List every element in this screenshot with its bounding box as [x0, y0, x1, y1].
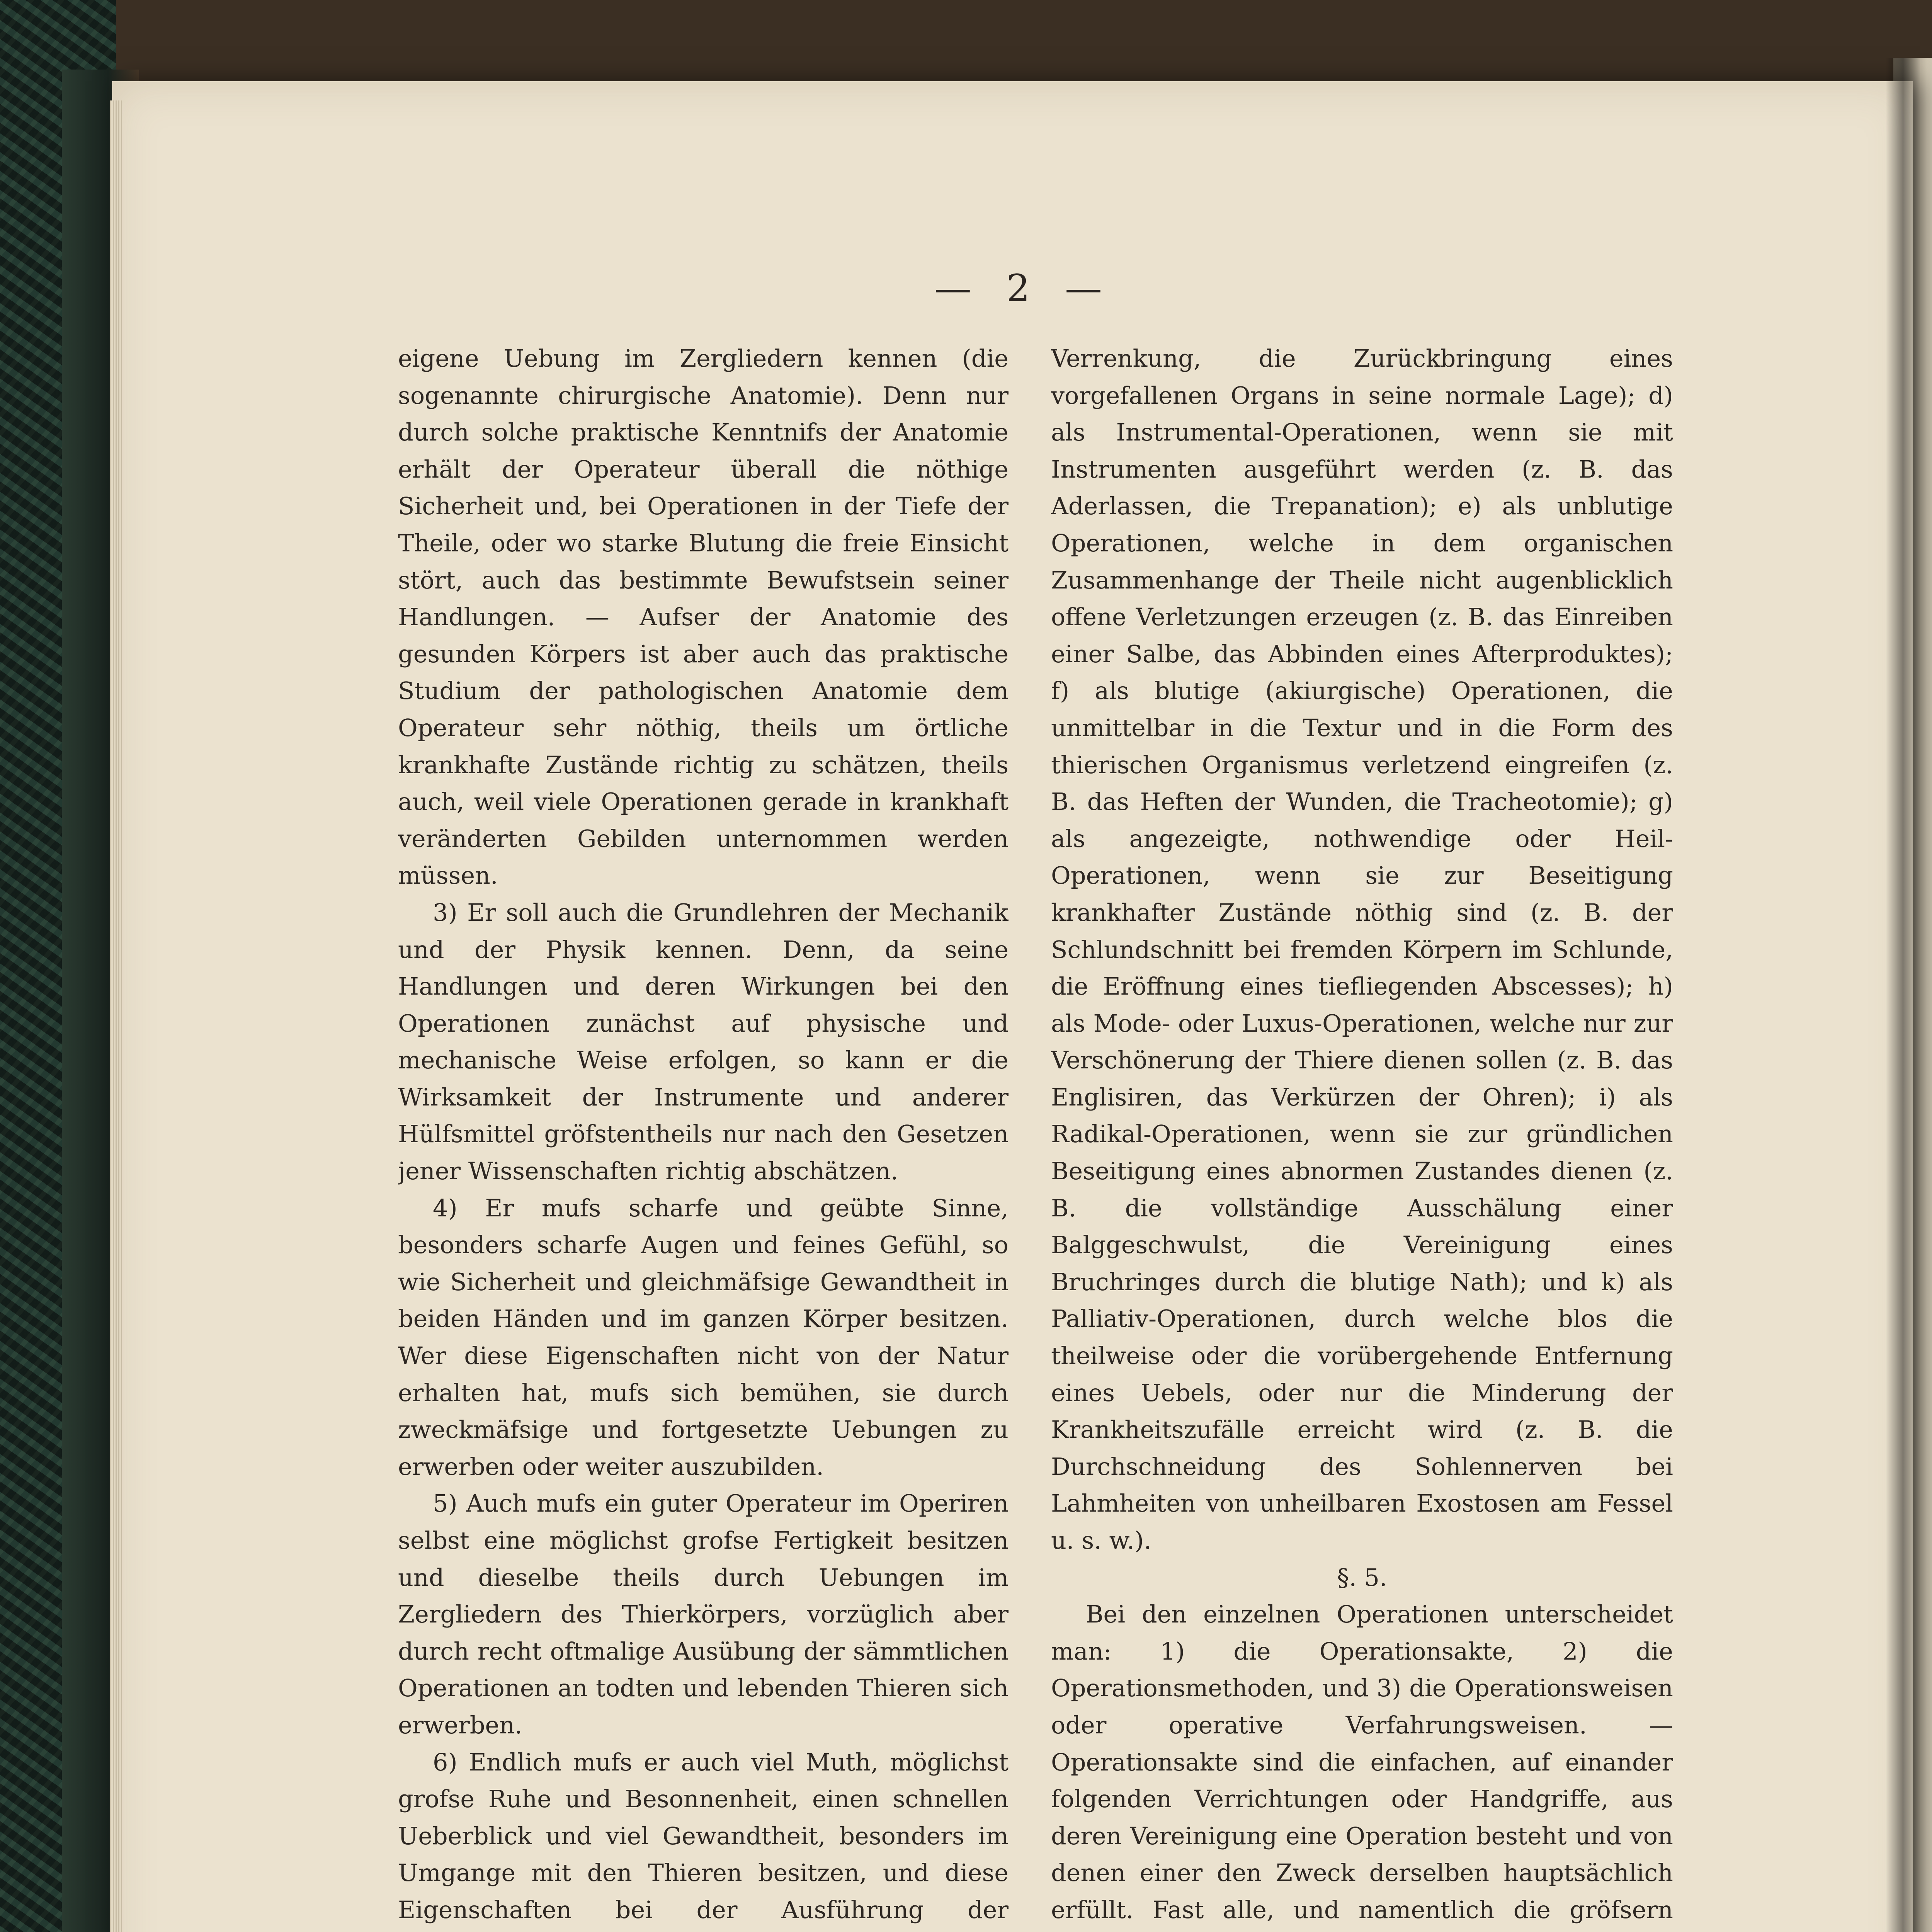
paragraph: 3) Er soll auch die Grundlehren der Mechanik und der Physik kennen. Denn, da seine Handlungen und deren Wirkungen bei den Operationen zunächst auf physische und mechanische Weise erfolgen, so kann er die Wirksamkeit der Instrumente und anderer Hülfsmittel gröfstentheils nur nach den Gesetzen jener Wissenschaften richtig abschätzen. [398, 898, 1009, 1185]
paragraph: 4) Er mufs scharfe und geübte Sinne, besonders scharfe Augen und feines Gefühl, so wie Sicherheit und gleichmäfsige Gewandtheit in beiden Händen und im ganzen Körper besitzen. Wer diese Eigenschaften nicht von der Natur erhalten hat, mufs sich bemühen, sie durch zweckmäfsige und fortgesetzte Uebungen zu erwerben oder weiter auszubilden. [398, 1194, 1009, 1481]
paragraph: 5) Auch mufs ein guter Operateur im Operiren selbst eine möglichst grofse Fertigkeit besitzen und dieselbe theils durch Uebungen im Zergliedern des Thierkörpers, vorzüglich aber durch recht oftmalige Ausübung der sämmtlichen Operationen an todten und lebenden Thieren sich erwerben. [398, 1489, 1009, 1739]
paragraph: Bei den einzelnen Operationen unterscheidet man: 1) die Operationsakte, 2) die Operationsmethoden, und 3) die Operationsweisen oder operative Verfahrungsweisen. — Operationsakte sind die einfachen, auf einander folgenden Verrichtungen oder Handgriffe, aus deren Vereinigung eine Operation besteht und von denen einer den Zweck derselben hauptsächlich erfüllt. Fast alle, und namentlich die gröfsern [1051, 1600, 1673, 1924]
paragraph: eigene Uebung im Zergliedern kennen (die sogenannte chirurgische Anatomie). Denn nur durch solche praktische Kenntnifs der Anatomie erhält der Operateur überall die nöthige Sicherheit und, bei Operationen in der Tiefe der Theile, oder wo starke Blutung die freie Einsicht stört, auch das bestimmte Bewufstsein seiner Handlungen. — Aufser der Anatomie des gesunden Körpers ist aber auch das praktische Studium der pathologischen Anatomie dem Operateur sehr nöthig, theils um örtliche krankhafte Zustände richtig zu schätzen, theils auch, weil viele Operationen gerade in krankhaft veränderten Gebilden unternommen werden müssen. [398, 344, 1009, 890]
right-text-column [1051, 340, 1673, 1932]
section-heading: §. 5. [1337, 1563, 1387, 1592]
page-stack-edge [110, 100, 122, 1932]
left-text-column [398, 340, 1009, 1932]
paragraph: 6) Endlich mufs er auch viel Muth, möglichst grofse Ruhe und Besonnenheit, einen schnellen Ueberblick und viel Gewandtheit, besonders im Umgange mit den Thieren besitzen, und diese Eigenschaften bei der Ausführung der [398, 1748, 1009, 1924]
page-number-header: — 2 — [934, 267, 1114, 310]
gutter-shadow [1886, 58, 1920, 1932]
paragraph: Verrenkung, die Zurückbringung eines vorgefallenen Organs in seine normale Lage); d) als Instrumental-Operationen, wenn sie mit Instrumenten ausgeführt werden (z. B. das Aderlassen, die Trepanation); e) als unblutige Operationen, welche in dem organischen Zusammenhange der Theile nicht augenblicklich offene Verletzungen erzeugen (z. B. das Einreiben einer Salbe, das Abbinden eines Afterproduktes); f) als blutige (akiurgische) Operationen, die unmittelbar in die Textur und in die Form des thierischen Organismus verletzend eingreifen (z. B. das Heften der Wunden, die Tracheotomie); g) als angezeigte, nothwendige oder Heil-Operationen, wenn sie zur Beseitigung krankhafter Zustände nöthig sind (z. B. der Schlundschnitt bei fremden Körpern im Schlunde, die Eröffnung eines tiefliegenden Abscesses); h) als Mode- oder Luxus-Operationen, welche nur zur Verschönerung der Thiere dienen sollen (z. B. das Englisiren, das Verkürzen der Ohren); i) als Radikal-Operationen, wenn sie zur gründlichen Beseitigung eines abnormen Zustandes dienen (z. B. die vollständige Ausschälung einer Balggeschwulst, die Vereinigung eines Bruchringes durch die blutige Nath); und k) als Palliativ-Operationen, durch welche blos die theilweise oder die vorübergehende Entfernung eines Uebels, oder nur die Minderung der Krankheitszufälle erreicht wird (z. B. die Durchschneidung des Sohlennerven bei Lahmheiten von unheilbaren Exostosen am Fessel u. s. w.). [1051, 344, 1673, 1554]
